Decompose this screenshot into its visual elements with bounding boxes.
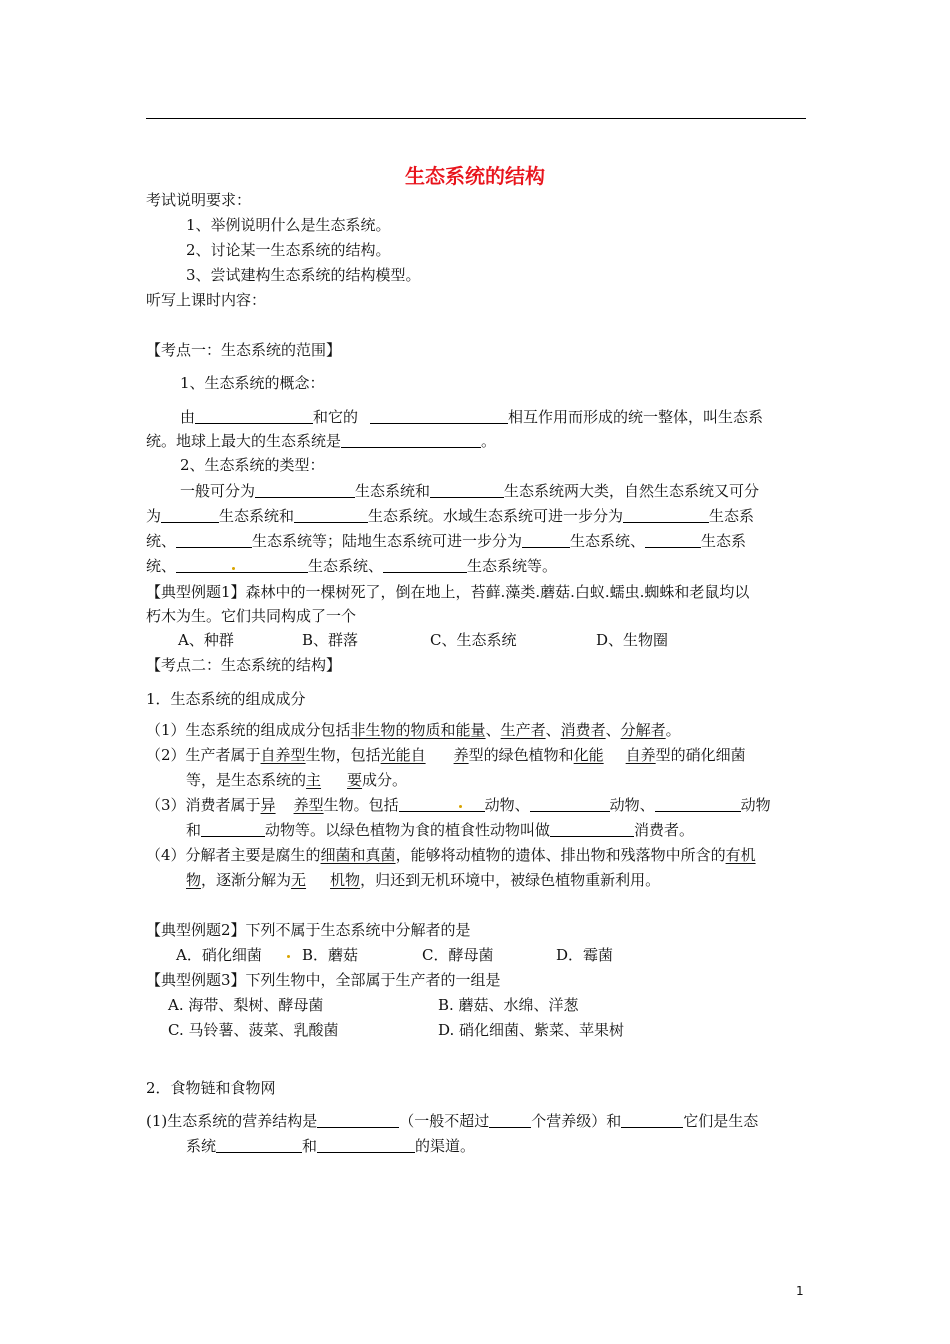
components-item-3-cont: 和 动物等。以绿色植物为食的植食性动物叫做 消费者。 [186,821,695,839]
types-line-2: 为 生态系统和 生态系统。水域生态系统可进一步分为 生态系 [146,507,755,525]
components-item-1: （1）生态系统的组成成分包括非生物的物质和能量、生产者、消费者、分解者。 [146,721,681,739]
types-line-3: 统、 生态系统等；陆地生态系统可进一步分为 生态系统、 生态系 [146,532,747,550]
fill-blank[interactable] [195,408,313,424]
types-heading: 2、生态系统的类型： [180,456,325,474]
scan-dot [232,567,235,570]
fill-blank[interactable] [655,796,741,812]
fill-blank[interactable] [294,507,368,523]
components-item-3: （3）消费者属于异 养型生物。包括 动物、 动物、 动物 [146,796,771,814]
subheading-components: 1．生态系统的组成成分 [146,690,306,708]
example-3-question: 【典型例题3】下列生物中，全部属于生产者的一组是 [146,971,501,989]
types-line-4: 统、 生态系统、 生态系统等。 [146,557,558,575]
fill-blank[interactable] [489,1112,531,1128]
header-rule [146,118,806,119]
concept-heading: 1、生态系统的概念： [180,374,325,392]
food-web-line-2: 系统 和 的渠道。 [186,1137,476,1155]
option-a[interactable]: A、种群 [178,631,234,649]
option-b[interactable]: B、群落 [302,631,359,649]
page-number: 1 [796,1284,804,1298]
fill-blank[interactable] [236,557,308,573]
dictation-label: 听写上课时内容： [146,291,267,309]
requirement-1: 1、举例说明什么是生态系统。 [186,216,391,234]
option-b[interactable]: B．蘑菇 [302,946,359,964]
fill-blank[interactable] [399,796,485,812]
fill-blank[interactable] [317,1137,415,1153]
fill-blank[interactable] [550,821,634,837]
requirements-heading: 考试说明要求： [146,191,252,209]
fill-blank[interactable] [522,532,570,548]
fill-blank[interactable] [530,796,610,812]
fill-blank[interactable] [645,532,701,548]
requirement-3: 3、尝试建构生态系统的结构模型。 [186,266,421,284]
subheading-food-web: 2．食物链和食物网 [146,1079,276,1097]
food-web-line-1: (1)生态系统的营养结构是 （一般不超过 个营养级）和 它们是生态 [146,1112,759,1130]
option-c[interactable]: C. 马铃薯、菠菜、乳酸菌 [168,1021,339,1039]
components-item-2: （2）生产者属于自养型生物，包括光能自 养型的绿色植物和化能 自养型的硝化细菌 [146,746,746,764]
option-d[interactable]: D. 硝化细菌、紫菜、苹果树 [438,1021,625,1039]
types-line-1: 一般可分为 生态系统和 生态系统两大类，自然生态系统又可分 [180,482,760,500]
option-a[interactable]: A．硝化细菌 [176,946,262,964]
scan-dot [287,955,290,958]
example-1-question-line-2: 朽木为生。它们共同构成了一个 [146,607,357,625]
example-1-question-line-1: 【典型例题1】森林中的一棵树死了，倒在地上，苔藓.藻类.蘑菇.白蚁.蠕虫.蜘蛛和老鼠均以 [146,583,750,601]
fill-blank[interactable] [161,507,219,523]
fill-blank[interactable] [176,532,252,548]
fill-blank[interactable] [216,1137,302,1153]
page-title: 生态系统的结构 [405,164,545,188]
option-c[interactable]: C．酵母菌 [422,946,494,964]
section-heading-1: 【考点一：生态系统的范围】 [146,341,342,359]
fill-blank[interactable] [176,557,236,573]
scan-dot [459,805,462,808]
option-d[interactable]: D、生物圈 [596,631,669,649]
components-item-2-cont: 等，是生态系统的主 要成分。 [186,771,408,789]
fill-blank[interactable] [430,482,504,498]
section-heading-2: 【考点二：生态系统的结构】 [146,656,342,674]
fill-blank[interactable] [255,482,355,498]
concept-line-2: 统。地球上最大的生态系统是 。 [146,432,497,450]
fill-blank[interactable] [201,821,265,837]
option-d[interactable]: D．霉菌 [556,946,614,964]
example-2-question: 【典型例题2】下列不属于生态系统中分解者的是 [146,921,471,939]
fill-blank[interactable] [370,408,508,424]
fill-blank[interactable] [383,557,467,573]
fill-blank[interactable] [317,1112,399,1128]
option-b[interactable]: B. 蘑菇、水绵、洋葱 [438,996,579,1014]
fill-blank[interactable] [341,432,481,448]
option-a[interactable]: A. 海带、梨树、酵母菌 [168,996,324,1014]
fill-blank[interactable] [621,1112,683,1128]
option-c[interactable]: C、生态系统 [430,631,517,649]
requirement-2: 2、讨论某一生态系统的结构。 [186,241,391,259]
fill-blank[interactable] [623,507,709,523]
components-item-4-cont: 物，逐渐分解为无 机物，归还到无机环境中，被绿色植物重新利用。 [186,871,661,889]
concept-line-1: 由 和它的 相互作用而形成的统一整体，叫生态系 [180,408,764,426]
components-item-4: （4）分解者主要是腐生的细菌和真菌，能够将动植物的遗体、排出物和残落物中所含的有机 [146,846,756,864]
